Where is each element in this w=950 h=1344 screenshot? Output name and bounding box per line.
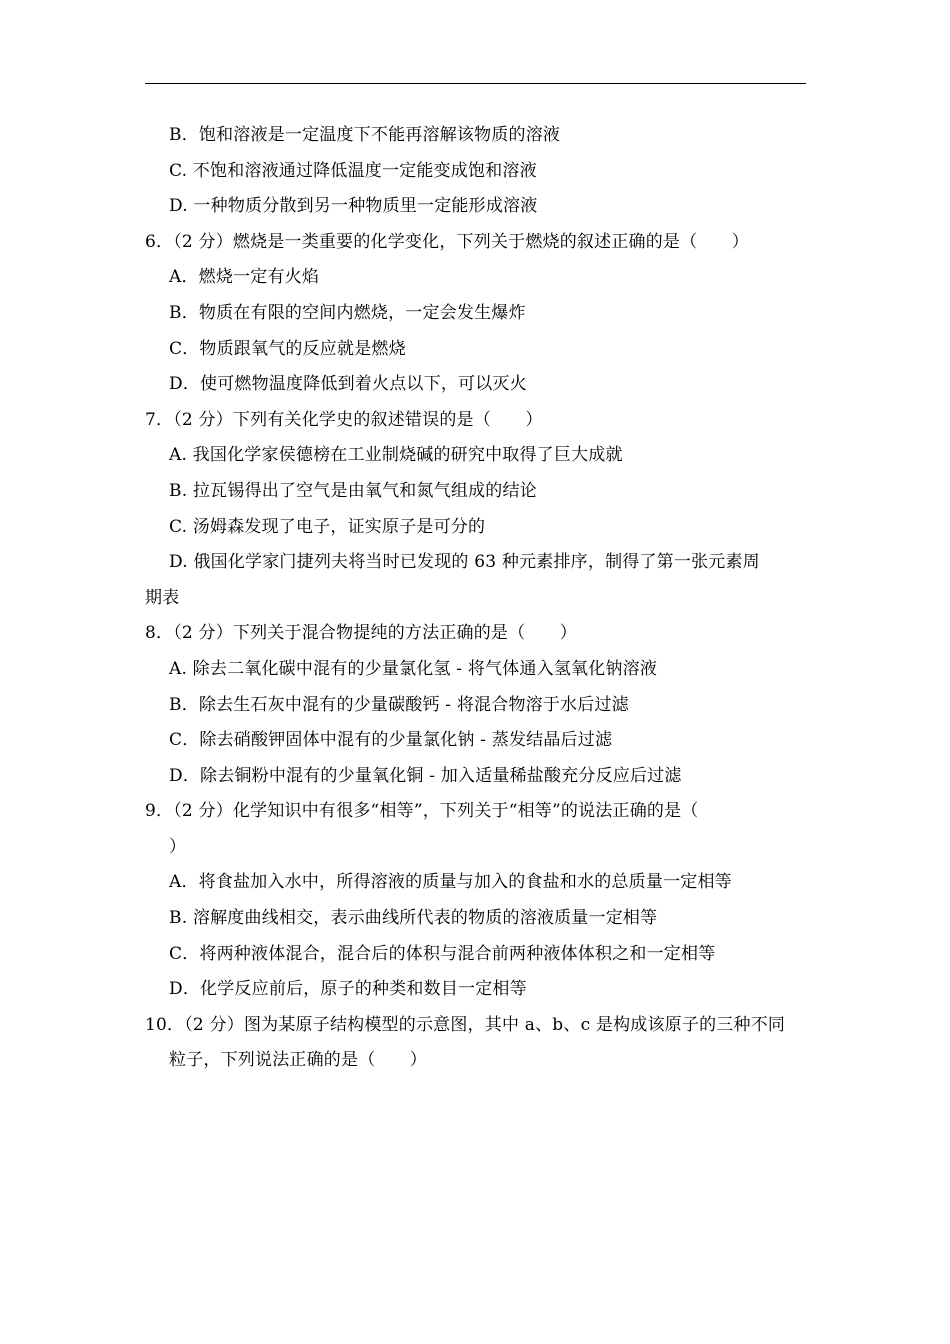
question-6-stem: 6．（2 分）燃烧是一类重要的化学变化，下列关于燃烧的叙述正确的是（ ） — [145, 231, 749, 252]
question-7-stem: 7．（2 分）下列有关化学史的叙述错误的是（ ） — [145, 409, 543, 430]
question-10-stem: 10．（2 分）图为某原子结构模型的示意图，其中 a、b、c 是构成该原子的三种不同 — [145, 1014, 786, 1035]
option-6-b: B．物质在有限的空间内燃烧，一定会发生爆炸 — [169, 302, 526, 323]
question-10-stem-continued: 粒子，下列说法正确的是（ ） — [169, 1050, 427, 1071]
option-7-c: C. 汤姆森发现了电子，证实原子是可分的 — [169, 516, 486, 537]
option-6-d: D．使可燃物温度降低到着火点以下，可以灭火 — [169, 374, 527, 395]
option-7-d-continued: 期表 — [145, 587, 180, 608]
option-7-b: B. 拉瓦锡得出了空气是由氧气和氮气组成的结论 — [169, 480, 537, 501]
option-8-c: C．除去硝酸钾固体中混有的少量氯化钠 - 蒸发结晶后过滤 — [169, 730, 613, 751]
option-6-c: C．物质跟氧气的反应就是燃烧 — [169, 338, 406, 359]
question-9-stem: 9．（2 分）化学知识中有很多“相等”，下列关于“相等”的说法正确的是（ — [145, 801, 699, 822]
option-7-d: D. 俄国化学家门捷列夫将当时已发现的 63 种元素排序，制得了第一张元素周 — [169, 552, 760, 573]
option-5-b: B．饱和溶液是一定温度下不能再溶解该物质的溶液 — [169, 125, 561, 145]
option-8-a: A. 除去二氧化碳中混有的少量氯化氢 - 将气体通入氢氧化钠溶液 — [169, 658, 658, 679]
question-8-stem: 8．（2 分）下列关于混合物提纯的方法正确的是（ ） — [145, 623, 577, 644]
option-5-d: D. 一种物质分散到另一种物质里一定能形成溶液 — [169, 196, 538, 217]
option-9-d: D．化学反应前后，原子的种类和数目一定相等 — [169, 979, 527, 1000]
option-5-c: C. 不饱和溶液通过降低温度一定能变成饱和溶液 — [169, 160, 537, 181]
option-9-a: A．将食盐加入水中，所得溶液的质量与加入的食盐和水的总质量一定相等 — [169, 872, 732, 893]
header-rule — [145, 83, 806, 84]
question-9-stem-continued: ） — [169, 836, 187, 857]
option-8-b: B．除去生石灰中混有的少量碳酸钙 - 将混合物溶于水后过滤 — [169, 694, 629, 715]
option-7-a: A. 我国化学家侯德榜在工业制烧碱的研究中取得了巨大成就 — [169, 445, 623, 466]
exam-page-content — [145, 118, 806, 1079]
option-9-b: B. 溶解度曲线相交，表示曲线所代表的物质的溶液质量一定相等 — [169, 908, 658, 929]
option-8-d: D．除去铜粉中混有的少量氧化铜 - 加入适量稀盐酸充分反应后过滤 — [169, 765, 682, 786]
option-9-c: C．将两种液体混合，混合后的体积与混合前两种液体体积之和一定相等 — [169, 943, 716, 964]
option-6-a: A．燃烧一定有火焰 — [169, 267, 320, 288]
